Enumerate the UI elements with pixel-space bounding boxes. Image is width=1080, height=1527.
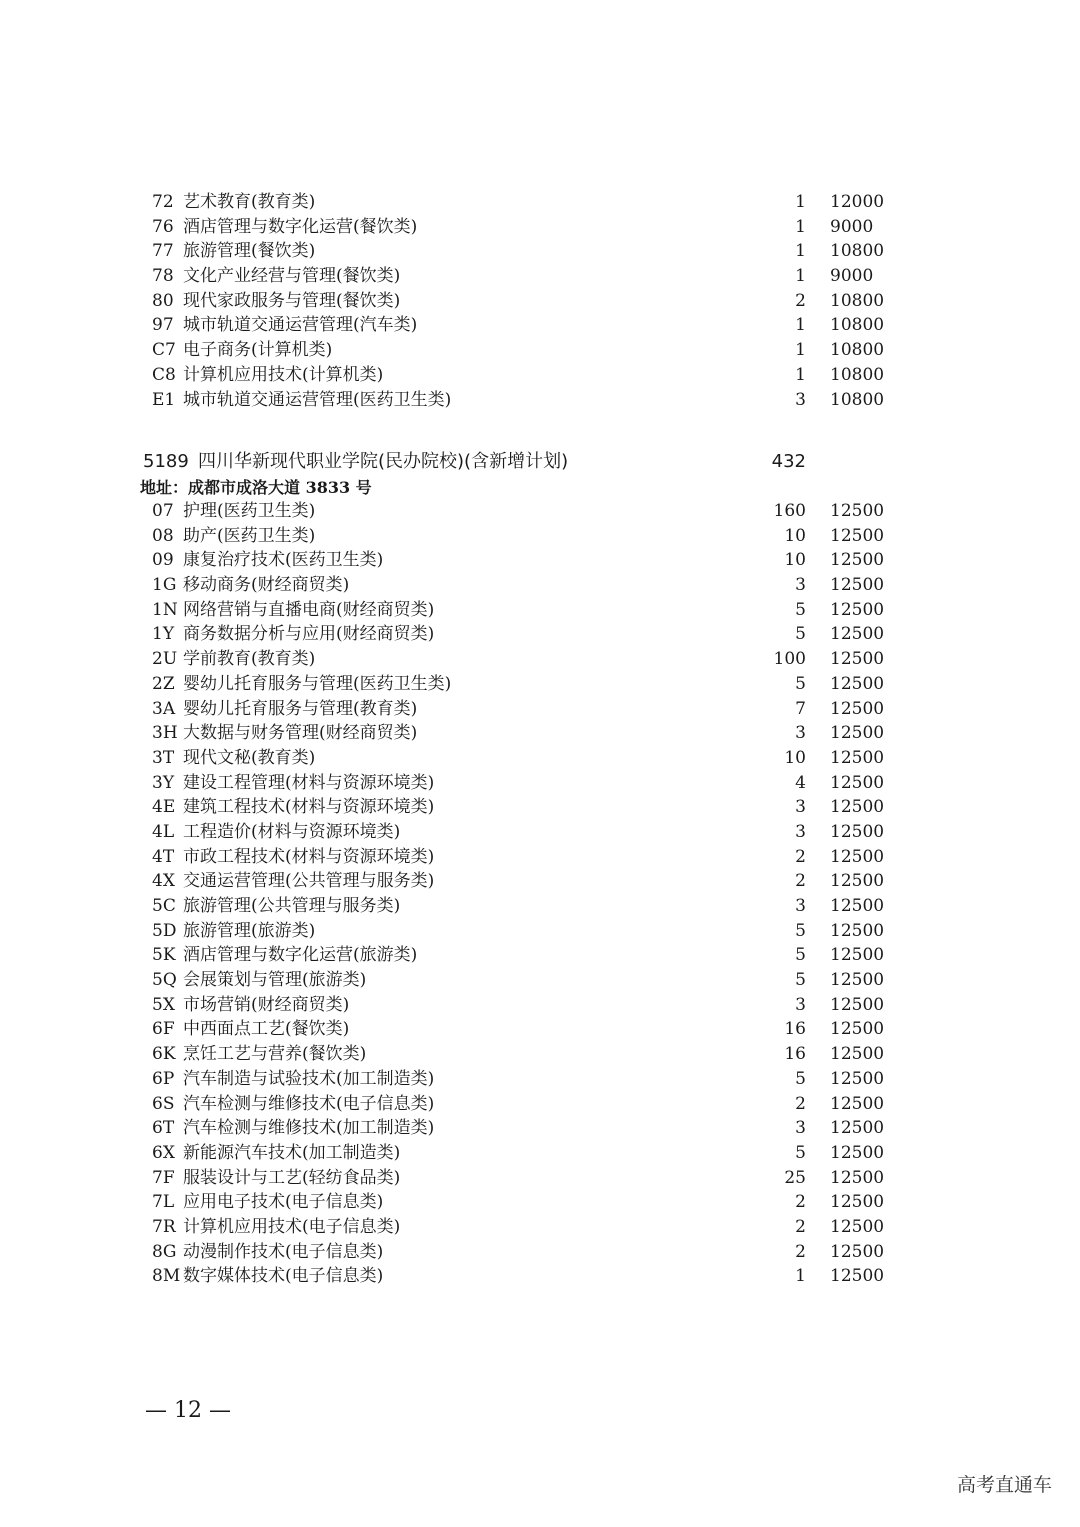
program-name: 旅游管理(公共管理与服务类)	[183, 896, 401, 916]
table-row	[0, 746, 1080, 771]
program-name: 婴幼儿托育服务与管理(教育类)	[183, 698, 418, 719]
table-row	[0, 919, 1080, 944]
enrollment-count: 5	[795, 920, 806, 941]
program-name: 数字媒体技术(电子信息类)	[183, 1266, 384, 1287]
program-name: 市场营销(财经商贸类)	[183, 994, 350, 1015]
program-name: 婴幼儿托育服务与管理(医药卫生类)	[183, 673, 452, 694]
enrollment-count: 2	[795, 1192, 806, 1213]
program-code: 2U	[152, 649, 178, 670]
tuition-fee: 12500	[830, 1142, 885, 1163]
table-row	[0, 622, 1080, 647]
table-row	[0, 1190, 1080, 1215]
tuition-fee: 12500	[830, 747, 885, 768]
program-code: 6K	[152, 1044, 176, 1065]
enrollment-count: 2	[795, 1216, 806, 1237]
table-row	[0, 845, 1080, 870]
table-row	[0, 1141, 1080, 1166]
program-name: 商务数据分析与应用(财经商贸类)	[183, 624, 435, 645]
program-name: 康复治疗技术(医药卫生类)	[183, 550, 384, 571]
program-name: 大数据与财务管理(财经商贸类)	[183, 723, 418, 744]
tuition-fee: 12500	[830, 599, 885, 620]
table-row	[0, 313, 1080, 338]
table-row	[0, 289, 1080, 314]
program-code: 09	[152, 550, 174, 571]
program-code: 3H	[152, 723, 178, 744]
program-code: 4L	[152, 821, 175, 842]
tuition-fee: 12500	[830, 1266, 885, 1287]
tuition-fee: 10800	[830, 389, 885, 410]
table-row	[0, 1092, 1080, 1117]
tuition-fee: 10800	[830, 315, 885, 336]
tuition-fee: 12500	[830, 920, 885, 941]
tuition-fee: 12500	[830, 994, 885, 1015]
school-header	[143, 448, 823, 476]
enrollment-count: 1	[795, 1266, 806, 1287]
program-code: 5X	[152, 994, 175, 1015]
enrollment-count: 3	[795, 994, 806, 1015]
program-code: 80	[152, 290, 174, 311]
tuition-fee: 12500	[830, 871, 885, 892]
program-code: 7R	[152, 1216, 176, 1237]
tuition-fee: 12500	[830, 723, 885, 744]
table-row	[0, 672, 1080, 697]
enrollment-count: 1	[795, 364, 806, 385]
program-name: 艺术教育(教育类)	[183, 192, 316, 212]
table-row	[0, 1240, 1080, 1265]
program-name: 电子商务(计算机类)	[183, 340, 333, 361]
tuition-fee: 9000	[830, 266, 874, 287]
program-code: 4T	[152, 846, 175, 867]
tuition-fee: 10800	[830, 241, 885, 262]
enrollment-count: 1	[795, 216, 806, 237]
program-name: 网络营销与直播电商(财经商贸类)	[183, 599, 435, 620]
enrollment-count: 2	[795, 846, 806, 867]
program-code: 1N	[152, 599, 178, 620]
program-name: 交通运营管理(公共管理与服务类)	[183, 871, 435, 892]
table-row	[0, 1042, 1080, 1067]
table-row	[0, 697, 1080, 722]
enrollment-count: 3	[795, 723, 806, 744]
program-name: 旅游管理(旅游类)	[183, 920, 316, 941]
table-row	[0, 499, 1080, 524]
program-code: 5C	[152, 896, 176, 916]
enrollment-count: 3	[795, 1118, 806, 1139]
program-name: 汽车检测与维修技术(加工制造类)	[183, 1118, 435, 1139]
school-name: 四川华新现代职业学院(民办院校)(含新增计划)	[198, 451, 569, 472]
program-name: 动漫制作技术(电子信息类)	[183, 1241, 384, 1262]
table-row	[0, 795, 1080, 820]
program-name: 工程造价(材料与资源环境类)	[183, 821, 401, 842]
enrollment-count: 3	[795, 575, 806, 596]
table-row	[0, 388, 1080, 413]
tuition-fee: 12000	[830, 192, 885, 212]
enrollment-count: 10	[784, 525, 806, 546]
program-code: 07	[152, 501, 174, 521]
program-code: 76	[152, 216, 174, 237]
tuition-fee: 12500	[830, 1192, 885, 1213]
tuition-fee: 12500	[830, 1093, 885, 1114]
enrollment-count: 1	[795, 266, 806, 287]
program-name: 建筑工程技术(材料与资源环境类)	[183, 797, 435, 818]
table-row	[0, 338, 1080, 363]
enrollment-count: 1	[795, 315, 806, 336]
tuition-fee: 12500	[830, 797, 885, 818]
enrollment-count: 3	[795, 896, 806, 916]
tuition-fee: 10800	[830, 340, 885, 361]
table-row	[0, 190, 1080, 215]
program-code: 5K	[152, 945, 176, 966]
program-code: 4X	[152, 871, 175, 892]
program-name: 烹饪工艺与营养(餐饮类)	[183, 1044, 367, 1065]
table-row	[0, 598, 1080, 623]
table-row	[0, 215, 1080, 240]
table-row	[0, 771, 1080, 796]
program-code: 6F	[152, 1019, 175, 1040]
enrollment-count: 1	[795, 340, 806, 361]
program-code: 6T	[152, 1118, 175, 1139]
program-name: 旅游管理(餐饮类)	[183, 241, 316, 262]
tuition-fee: 12500	[830, 772, 885, 793]
tuition-fee: 12500	[830, 501, 885, 521]
enrollment-count: 2	[795, 871, 806, 892]
table-row	[0, 524, 1080, 549]
program-code: E1	[152, 389, 176, 410]
program-code: C8	[152, 364, 176, 385]
enrollment-count: 160	[773, 501, 806, 521]
program-name: 建设工程管理(材料与资源环境类)	[183, 772, 435, 793]
program-name: 新能源汽车技术(加工制造类)	[183, 1142, 401, 1163]
program-name: 助产(医药卫生类)	[183, 525, 316, 546]
program-code: 7F	[152, 1167, 175, 1188]
program-name: 会展策划与管理(旅游类)	[183, 970, 367, 991]
tuition-fee: 10800	[830, 364, 885, 385]
program-name: 文化产业经营与管理(餐饮类)	[183, 266, 401, 287]
program-name: 应用电子技术(电子信息类)	[183, 1192, 384, 1213]
tuition-fee: 12500	[830, 550, 885, 571]
program-code: 97	[152, 315, 174, 336]
school-address: 地址：成都市成洛大道 3833 号	[140, 478, 372, 497]
program-name: 城市轨道交通运营管理(医药卫生类)	[183, 389, 452, 410]
program-name: 酒店管理与数字化运营(旅游类)	[183, 945, 418, 966]
tuition-fee: 12500	[830, 1167, 885, 1188]
tuition-fee: 12500	[830, 970, 885, 991]
enrollment-count: 10	[784, 550, 806, 571]
table-row	[0, 721, 1080, 746]
enrollment-count: 4	[795, 772, 806, 793]
program-code: 6X	[152, 1142, 175, 1163]
table-row	[0, 820, 1080, 845]
table-row	[0, 573, 1080, 598]
enrollment-count: 1	[795, 192, 806, 212]
program-code: 5D	[152, 920, 177, 941]
program-name: 现代家政服务与管理(餐饮类)	[183, 290, 401, 311]
tuition-fee: 10800	[830, 290, 885, 311]
table-row	[0, 1264, 1080, 1289]
table-row	[0, 869, 1080, 894]
tuition-fee: 12500	[830, 846, 885, 867]
tuition-fee: 12500	[830, 649, 885, 670]
school-code: 5189	[143, 451, 189, 472]
program-code: 77	[152, 241, 174, 262]
program-code: C7	[152, 340, 176, 361]
program-code: 2Z	[152, 673, 175, 694]
table-row	[0, 1017, 1080, 1042]
program-code: 6S	[152, 1093, 175, 1114]
table-row	[0, 1166, 1080, 1191]
program-name: 城市轨道交通运营管理(汽车类)	[183, 315, 418, 336]
program-name: 移动商务(财经商贸类)	[183, 575, 350, 596]
tuition-fee: 12500	[830, 945, 885, 966]
program-code: 72	[152, 192, 174, 212]
program-name: 计算机应用技术(计算机类)	[183, 364, 384, 385]
enrollment-count: 3	[795, 389, 806, 410]
tuition-fee: 12500	[830, 821, 885, 842]
enrollment-count: 3	[795, 821, 806, 842]
table-row	[0, 239, 1080, 264]
program-code: 6P	[152, 1068, 175, 1089]
table-row	[0, 968, 1080, 993]
enrollment-count: 2	[795, 290, 806, 311]
enrollment-count: 5	[795, 945, 806, 966]
tuition-fee: 12500	[830, 1068, 885, 1089]
tuition-fee: 12500	[830, 624, 885, 645]
program-code: 1Y	[152, 624, 175, 645]
program-code: 8M	[152, 1266, 181, 1287]
enrollment-count: 16	[784, 1019, 806, 1040]
tuition-fee: 12500	[830, 1118, 885, 1139]
program-name: 酒店管理与数字化运营(餐饮类)	[183, 216, 418, 237]
enrollment-count: 100	[773, 649, 806, 670]
program-code: 78	[152, 266, 174, 287]
tuition-fee: 12500	[830, 698, 885, 719]
table-row	[0, 647, 1080, 672]
program-code: 3A	[152, 698, 176, 719]
table-row	[0, 993, 1080, 1018]
program-name: 中西面点工艺(餐饮类)	[183, 1019, 350, 1040]
program-name: 市政工程技术(材料与资源环境类)	[183, 846, 435, 867]
program-code: 5Q	[152, 970, 177, 991]
program-name: 汽车制造与试验技术(加工制造类)	[183, 1068, 435, 1089]
program-code: 4E	[152, 797, 176, 818]
program-code: 7L	[152, 1192, 175, 1213]
program-code: 3T	[152, 747, 175, 768]
tuition-fee: 9000	[830, 216, 874, 237]
table-row	[0, 264, 1080, 289]
table-row	[0, 894, 1080, 919]
enrollment-count: 2	[795, 1093, 806, 1114]
program-name: 现代文秘(教育类)	[183, 747, 316, 768]
tuition-fee: 12500	[830, 1241, 885, 1262]
enrollment-count: 2	[795, 1241, 806, 1262]
enrollment-count: 5	[795, 1068, 806, 1089]
tuition-fee: 12500	[830, 1216, 885, 1237]
enrollment-count: 5	[795, 624, 806, 645]
enrollment-count: 25	[784, 1167, 806, 1188]
program-name: 学前教育(教育类)	[183, 649, 316, 670]
enrollment-count: 5	[795, 599, 806, 620]
tuition-fee: 12500	[830, 1019, 885, 1040]
tuition-fee: 12500	[830, 525, 885, 546]
enrollment-count: 5	[795, 1142, 806, 1163]
tuition-fee: 12500	[830, 673, 885, 694]
school-total: 432	[771, 451, 806, 472]
tuition-fee: 12500	[830, 896, 885, 916]
program-name: 汽车检测与维修技术(电子信息类)	[183, 1093, 435, 1114]
enrollment-count: 1	[795, 241, 806, 262]
tuition-fee: 12500	[830, 575, 885, 596]
watermark-text: 高考直通车	[956, 1474, 1052, 1496]
program-name: 计算机应用技术(电子信息类)	[183, 1216, 401, 1237]
table-row	[0, 363, 1080, 388]
school-program-list	[0, 499, 1080, 1289]
program-name: 服装设计与工艺(轻纺食品类)	[183, 1167, 401, 1188]
enrollment-count: 5	[795, 673, 806, 694]
table-row	[0, 1215, 1080, 1240]
program-code: 1G	[152, 575, 177, 596]
table-row	[0, 548, 1080, 573]
program-name: 护理(医药卫生类)	[183, 501, 316, 521]
table-row	[0, 943, 1080, 968]
program-code: 3Y	[152, 772, 175, 793]
table-row	[0, 1067, 1080, 1092]
program-code: 08	[152, 525, 174, 546]
enrollment-count: 16	[784, 1044, 806, 1065]
enrollment-count: 7	[795, 698, 806, 719]
enrollment-count: 3	[795, 797, 806, 818]
page-number: — 12 —	[145, 1398, 231, 1423]
previous-school-list	[0, 190, 1080, 412]
enrollment-count: 5	[795, 970, 806, 991]
program-code: 8G	[152, 1241, 177, 1262]
enrollment-count: 10	[784, 747, 806, 768]
tuition-fee: 12500	[830, 1044, 885, 1065]
table-row	[0, 1116, 1080, 1141]
